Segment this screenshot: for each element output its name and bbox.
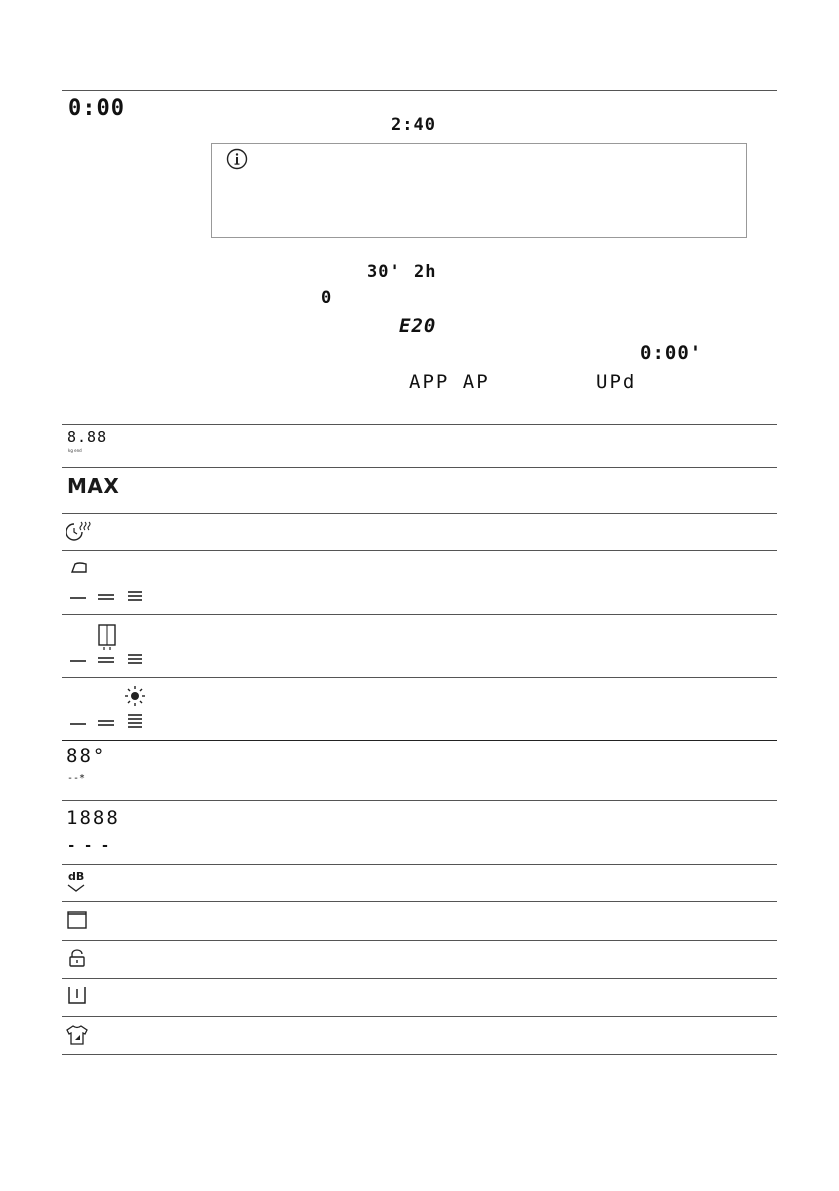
row-rule (62, 940, 777, 941)
power-icon (67, 985, 87, 1005)
weight-display: 8.88 (67, 428, 108, 446)
row-rule (62, 467, 777, 468)
row-rule (62, 424, 777, 425)
app-code: APP AP (409, 371, 490, 393)
time-display: 0:00 (68, 96, 125, 121)
row-rule (62, 550, 777, 551)
end-time: 0:00' (640, 342, 703, 364)
spin-display: 1888 (66, 807, 120, 829)
top-rule (62, 90, 777, 91)
cabinet-icon (66, 621, 146, 667)
row-rule (62, 864, 777, 865)
info-note-box (211, 143, 747, 238)
child-lock-icon (68, 949, 86, 967)
row-rule (62, 513, 777, 514)
row-rule (62, 800, 777, 801)
spin-sublabel: - - - (67, 838, 110, 854)
row-rule (62, 1016, 777, 1017)
short-value-30: 30' (367, 262, 401, 282)
short-value-2h: 2h (414, 262, 437, 282)
row-rule (62, 677, 777, 678)
row-rule (62, 901, 777, 902)
row-rule (62, 740, 777, 741)
update-code: UPd (596, 371, 637, 393)
row-rule (62, 614, 777, 615)
max-label: MAX (67, 474, 120, 498)
example-time: 2:40 (391, 115, 436, 135)
sun-icon (66, 684, 146, 730)
row-rule (62, 978, 777, 979)
row-rule (62, 1054, 777, 1055)
door-icon (67, 911, 87, 929)
sound-label: dB (68, 870, 85, 883)
steam-icon (66, 520, 92, 542)
temperature-sublabel: --* (67, 773, 86, 784)
weight-sublabel: kg end (68, 448, 82, 453)
stain-shirt-icon (66, 1025, 88, 1045)
temperature-display: 88° (66, 745, 107, 767)
iron-icon (66, 558, 146, 604)
error-code: E20 (399, 315, 437, 337)
info-icon (226, 148, 248, 170)
zero-value: 0 (321, 288, 333, 308)
chevron-down-icon (66, 884, 86, 892)
